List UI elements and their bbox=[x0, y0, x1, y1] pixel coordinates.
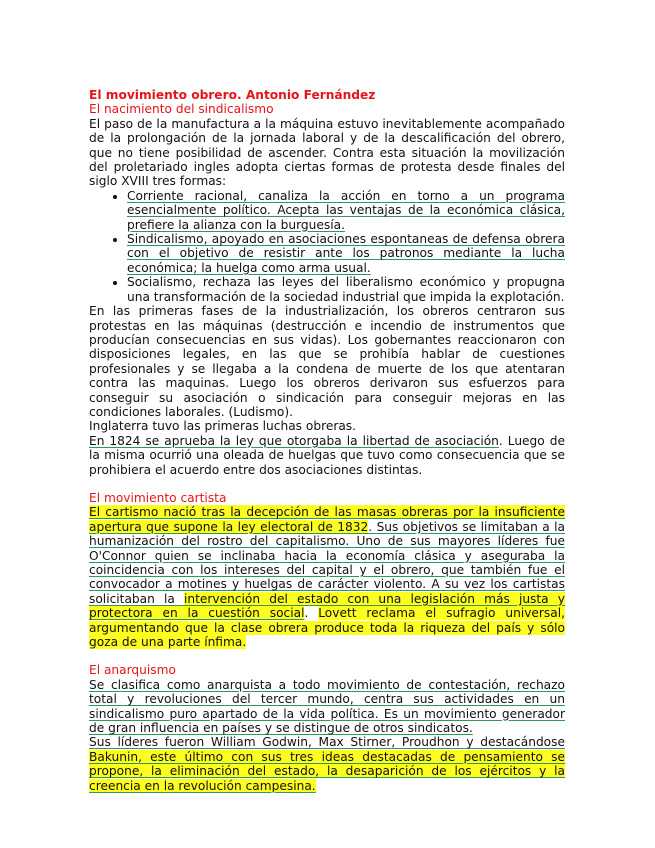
paragraph-anarquismo: Se clasifica como anarquista a todo movimiento de contestación, rechazo total y revoluciones del tercer mundo, centra sus actividades en un sindicalismo puro apartado de la vida política. Es un movimiento generador de gran influencia en países y se distingue de otros sindicatos. bbox=[89, 677, 565, 736]
bullet-list bbox=[89, 189, 565, 304]
bullet-item: • Corriente racional, canaliza la acción en torno a un programa esencialmente político. Acepta las ventajas de la económica clásica, prefiere la alianza con la burguesía. bbox=[127, 189, 565, 232]
bullet-item: • Socialismo, rechaza las leyes del liberalismo económico y propugna una transformación de la sociedad industrial que impida la explotación. bbox=[127, 275, 565, 304]
highlighted-text: este último con sus tres ideas destacadas de pensamiento se propone, la eliminación del estado, la desaparición de los ejércitos y la creencia en la revolución campesina. bbox=[89, 749, 565, 793]
document-page bbox=[89, 88, 565, 793]
underlined-text: En 1824 se aprueba la ley que otorgaba la libertad de asociación bbox=[89, 433, 499, 448]
section-heading-anarquismo: El anarquismo bbox=[89, 663, 176, 678]
section-heading-sindicalismo: El nacimiento del sindicalismo bbox=[89, 102, 274, 117]
bullet-item: • Sindicalismo, apoyado en asociaciones espontaneas de defensa obrera con el objetivo de resistir ante los patronos mediante la lucha económica; la huelga como arma usual. bbox=[127, 232, 565, 275]
paragraph-inglaterra: Inglaterra tuvo las primeras luchas obreras. bbox=[89, 419, 357, 434]
section-heading-cartista: El movimiento cartista bbox=[89, 490, 227, 505]
document-title: El movimiento obrero. Antonio Fernández bbox=[89, 88, 376, 102]
highlighted-text: Lovett reclama el sufragio universal, argumentando que la clase obrera produce toda la riqueza del país y sólo goza de una parte ínfima. bbox=[89, 606, 566, 650]
highlighted-text: intervención del estado con una legislación más justa y protectora en la cuestión social bbox=[89, 591, 565, 621]
highlighted-text: El cartismo nació tras la decepción de las masas obreras por la insuficiente apertura que supone la ley electoral de 1832 bbox=[89, 505, 565, 534]
paragraph-ludismo: En las primeras fases de la industrialización, los obreros centraron sus protestas en las máquinas (destrucción e incendio de instrumentos que producían consecuencias en sus vidas). Los gobernantes reaccionaron con disposiciones legales, en las que se prohibía hablar de cuestiones profesionales y se llegaba a la condena de muerte de los que atentaran contra las maquinas. Luego los obreros derivaron sus esfuerzos para conseguir su asociación o sindicación para conseguir mejoras en las condiciones laborales. (Ludismo). bbox=[89, 304, 565, 419]
paragraph-cartismo: El cartismo nació tras la decepción de las masas obreras por la insuficiente apertura que supone la ley electoral de 1832. Sus objetivos se limitaban a la humanización del rostro del capitalismo. Uno de sus mayores líderes fue O'Connor quien se inclinaba hacia la economía clásica y aseguraba la coincidencia con los intereses del capital y el obrero, que también fue el convocador a motines y huelgas de carácter violento. A su vez los cartistas solicitaban la intervención del estado con una legislación más justa y protectora en la cuestión social. Lovett reclama el sufragio universal, argumentando que la clase obrera produce toda la riqueza del país y sólo goza de una parte ínfima. bbox=[89, 505, 566, 650]
paragraph-1824: En 1824 se aprueba la ley que otorgaba la libertad de asociación. Luego de la misma ocurrió una oleada de huelgas que tuvo como consecuencia que se prohibiera el acuerdo entre dos asociaciones distintas. bbox=[89, 433, 565, 477]
highlighted-text: Bakunin, bbox=[89, 749, 142, 764]
paragraph-intro: El paso de la manufactura a la máquina estuvo inevitablemente acompañado de la prolongación de la jornada laboral y de la descalificación del obrero, que no tiene posibilidad de ascender. Contra esta situación la movilización del proletariado ingles adopta ciertas formas de protesta desde finales del siglo XVIII tres formas: bbox=[89, 116, 565, 189]
paragraph-lideres: Sus líderes fueron William Godwin, Max Stirner, Proudhon y destacándose Bakunin, este último con sus tres ideas destacadas de pensamiento se propone, la eliminación del estado, la desaparición de los ejércitos y la creencia en la revolución campesina. bbox=[89, 735, 565, 793]
